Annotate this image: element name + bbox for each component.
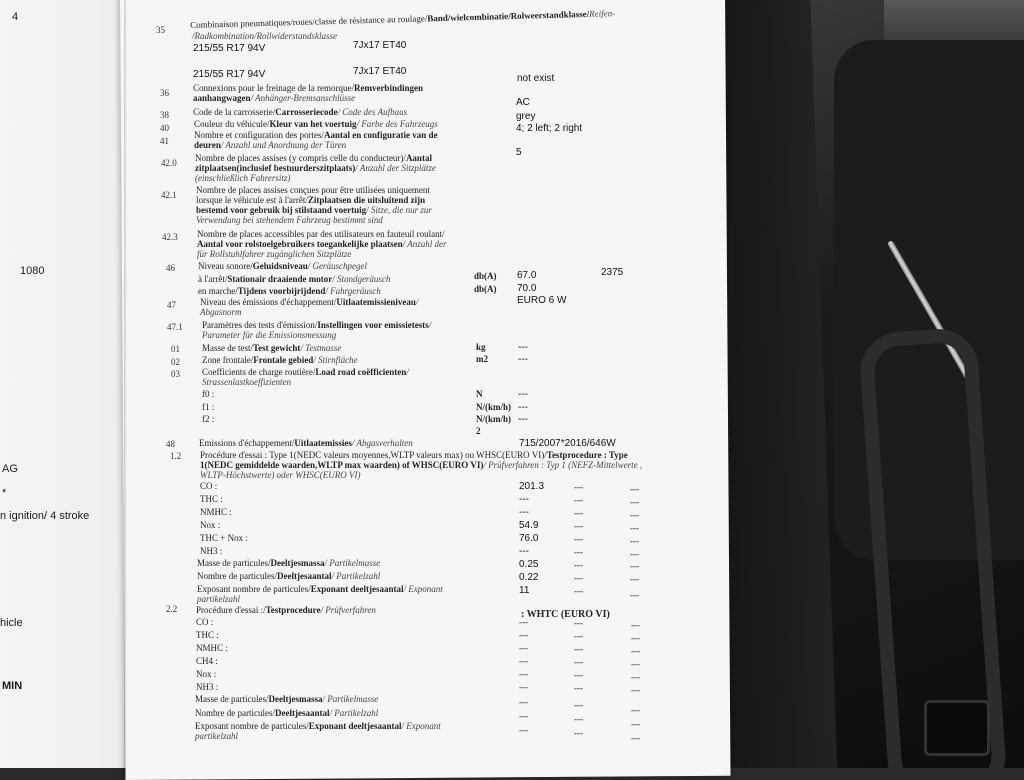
t1-num-col2: ---: [574, 573, 583, 583]
row-42-1-label-3: bestemd voor gebruik bij stilstaand voertuig/ Sitze, die nur zur: [196, 205, 432, 215]
row-46-unit-2: db(A): [474, 284, 497, 294]
t2-num-col2: ---: [574, 714, 583, 724]
row-02-label: Zone frontale/Frontale gebied/ Stirnfläche: [202, 355, 358, 365]
f1-unit: N/(km/h): [476, 402, 512, 412]
t1-row-value: ---: [519, 494, 529, 505]
row-40-num: 40: [160, 123, 169, 133]
row-1-2-label: Procédure d'essai : Type 1(NEDC valeurs moyennes,WLTP valeurs max) ou WHSC(EURO VI)/Testprocedure : Type: [200, 450, 628, 460]
row-2-2-value: : WHTC (EURO VI): [521, 609, 610, 620]
row-47-num: 47: [167, 300, 176, 310]
t1-row-col2: ---: [574, 521, 583, 531]
rim-size-1: 7Jx17 ET40: [353, 40, 407, 51]
rim-size-2: 7Jx17 ET40: [353, 66, 407, 77]
row-42-3-label-2: Aantal voor rolstoelgebruikers toegankelijke plaatsen/ Anzahl der: [197, 239, 447, 249]
t2-exp-label-2: partikelzahl: [195, 731, 238, 741]
t2-exp-value: ---: [519, 725, 528, 735]
t1-row-col3: ---: [630, 523, 639, 533]
row-42-1-label: Nombre de places assises conçues pour être utilisées uniquement: [196, 185, 430, 195]
f0-unit: N: [476, 389, 483, 399]
row-46-value-2: 70.0: [517, 283, 537, 294]
f0-value: ---: [518, 389, 528, 400]
row-1-2-num: 1.2: [170, 451, 182, 461]
row-46-num: 46: [166, 263, 175, 273]
t2-mass-value: ---: [519, 697, 528, 707]
t2-row-col3: ---: [631, 672, 640, 682]
t2-num-col3: ---: [631, 719, 640, 729]
row-46-stationary: à l'arrêt/Stationair draaiende motor/ Standgeräusch: [198, 274, 391, 284]
row-03-label: Coefficients de charge routière/Load road coëfficienten/: [202, 367, 409, 377]
t2-row-col2: ---: [574, 670, 583, 680]
t2-mass-col2: ---: [574, 700, 583, 710]
t2-row-col3: ---: [631, 633, 640, 643]
t1-row-col2: ---: [574, 482, 583, 492]
row-47-1-num: 47.1: [167, 322, 183, 332]
row-42-3-label: Nombre de places accessibles par des utilisateurs en fauteuil roulant/: [197, 229, 445, 239]
t1-exp-col2: ---: [574, 586, 583, 596]
row-01-num: 01: [171, 344, 180, 354]
t2-mass-label: Masse de particules/Deeltjesmassa/ Partikelmasse: [195, 694, 379, 704]
row-47-1-label-2: Parameter für die Emissionsmessung: [202, 330, 337, 340]
row-41-num: 41: [160, 136, 169, 146]
row-36-label-2: aanhangwagen/ Anhänger-Bremsanschlüsse: [193, 93, 356, 103]
row-41-label-2: deuren/ Anzahl und Anordnung der Türen: [194, 140, 347, 150]
row-03-num: 03: [171, 369, 180, 379]
t2-row-label: Nox :: [196, 669, 217, 679]
t1-exp-col3: ---: [630, 590, 639, 600]
t1-num-value: 0.22: [519, 572, 539, 583]
tyre-size-1: 215/55 R17 94V: [193, 43, 266, 54]
f2-unit-exponent: 2: [476, 426, 481, 436]
row-46-driveby: en marche/Tijdens voorbijrijdend/ Fahrgeräusch: [198, 286, 381, 296]
row-36-value: not exist: [517, 73, 555, 84]
row-46-rpm: 2375: [601, 267, 624, 278]
row-38-num: 38: [160, 110, 169, 120]
row-48-value: 715/2007*2016/646W: [519, 438, 616, 449]
row-35-label: Combinaison pneumatiques/roues/classe de résistance au roulage/Band/wielcombinatie/Rolweerstandklasse/Reifen-: [190, 8, 616, 30]
t1-exp-label-2: partikelzahl: [197, 594, 240, 604]
f2-label: f2 :: [202, 414, 215, 424]
row-42-1-label-2: lorsque le véhicule est à l'arrêt/Zitplaatsen die uitsluitend zijn: [196, 195, 426, 205]
f1-value: ---: [518, 402, 528, 413]
row-1-2-label-3: WLTP-Höchstwerte) oder WHSC(EURO VI): [200, 470, 361, 480]
t1-row-value: 76.0: [519, 533, 539, 544]
t2-row-col2: ---: [574, 644, 583, 654]
row-01-unit: kg: [476, 342, 486, 352]
row-35-label-de: /Radkombination/Rollwiderstandsklasse: [192, 31, 337, 41]
t2-row-label: THC :: [196, 630, 219, 640]
t1-exp-value: 11: [519, 585, 530, 596]
row-42-3-label-3: für Rollstuhlfahrer zugänglichen Sitzplätze: [197, 249, 352, 259]
t1-num-label: Nombre de particules/Deeltjesaantal/ Partikelzahl: [197, 571, 381, 581]
t2-row-value: ---: [519, 669, 528, 679]
left-min: MIN: [2, 680, 23, 692]
t2-row-col3: ---: [631, 620, 640, 630]
left-page-number: 4: [12, 11, 19, 23]
t2-row-col2: ---: [574, 618, 583, 628]
row-36-label: Connexions pour le freinage de la remorque/Remverbindingen: [193, 83, 423, 93]
row-03-label-2: Strassenlastkoeffizienten: [202, 377, 291, 387]
t1-mass-col3: ---: [630, 561, 639, 571]
row-02-num: 02: [171, 357, 180, 367]
row-2-2-label: Procédure d'essai :/Testprocedure/ Prüfverfahren: [196, 605, 376, 615]
t1-mass-value: 0.25: [519, 559, 539, 570]
left-vehicle: hicle: [0, 617, 23, 629]
row-47-label: Niveau des émissions d'échappement/Uitlaatemissieniveau/: [200, 297, 419, 307]
tyre-size-2: 215/55 R17 94V: [193, 69, 266, 80]
f2-value: ---: [518, 414, 528, 425]
row-47-value: EURO 6 W: [517, 295, 567, 306]
row-42-0-label-3: (einschließlich Fahrersitz): [195, 173, 291, 183]
row-46-label: Niveau sonore/Geluidsniveau/ Geräuschpegel: [198, 261, 367, 271]
t1-num-col3: ---: [630, 574, 639, 584]
row-42-0-label-2: zitplaatsen(inclusief bestuurderszitplaats)/ Anzahl der Sitzplätze: [195, 163, 436, 173]
row-38-value: AC: [516, 97, 530, 108]
f0-label: f0 :: [202, 389, 215, 399]
t1-mass-col2: ---: [574, 560, 583, 570]
left-ignition: n ignition/ 4 stroke: [0, 510, 90, 522]
t2-row-value: ---: [519, 643, 528, 653]
t1-row-label: CO :: [200, 481, 218, 491]
row-46-value-1: 67.0: [517, 270, 537, 281]
row-42-0-value: 5: [516, 147, 522, 158]
row-41-value: 4; 2 left; 2 right: [516, 123, 583, 134]
t1-row-col3: ---: [630, 549, 639, 559]
t2-row-label: NMHC :: [196, 643, 228, 653]
t2-row-label: NH3 :: [196, 682, 219, 692]
row-02-unit: m2: [476, 354, 488, 364]
t1-row-col2: ---: [574, 495, 583, 505]
row-1-2-label-2: 1(NEDC gemiddelde waarden,WLTP max waarden) of WHSC(EURO VI)/ Prüfverfahren : Typ 1 (NEFZ-Mittelwerte ,: [200, 460, 643, 470]
car-door-background: [724, 0, 1024, 768]
row-40-label: Couleur du véhicule/Kleur van het voertuig/ Farbe des Fahrzeugs: [194, 119, 438, 129]
t1-row-value: 54.9: [519, 520, 539, 531]
row-38-label: Code de la carrosserie/Carrosseriecode/ Code des Aufbaus: [193, 107, 408, 117]
row-42-0-num: 42.0: [161, 158, 177, 168]
t1-row-label: NH3 :: [200, 546, 223, 556]
left-value-1080: 1080: [20, 265, 45, 277]
left-ag: AG: [2, 463, 18, 475]
row-02-value: ---: [518, 354, 528, 365]
t1-row-value: ---: [519, 507, 529, 518]
t1-row-col2: ---: [574, 508, 583, 518]
row-01-value: ---: [518, 342, 528, 353]
t1-row-col3: ---: [630, 536, 639, 546]
row-47-1-label: Paramètres des tests d'émission/Instellingen voor emissietests/: [202, 320, 432, 330]
t1-row-label: THC :: [200, 494, 223, 504]
t2-num-label: Nombre de particules/Deeltjesaantal/ Partikelzahl: [195, 708, 379, 718]
t1-row-col2: ---: [574, 534, 583, 544]
t2-row-label: CH4 :: [196, 656, 218, 666]
t2-row-col2: ---: [574, 657, 583, 667]
t2-mass-col3: ---: [631, 705, 640, 715]
t2-row-col3: ---: [631, 685, 640, 695]
t2-row-value: ---: [519, 682, 528, 692]
f1-label: f1 :: [202, 402, 215, 412]
t2-row-col2: ---: [574, 683, 583, 693]
t2-num-value: ---: [519, 711, 528, 721]
row-42-3-num: 42.3: [162, 232, 178, 242]
t2-exp-col3: ---: [631, 733, 640, 743]
t1-mass-label: Masse de particules/Deeltjesmassa/ Partikelmasse: [197, 558, 381, 568]
row-01-label: Masse de test/Test gewicht/ Testmasse: [202, 343, 342, 353]
t1-row-label: THC + Nox :: [200, 533, 248, 543]
t2-row-value: ---: [519, 617, 528, 627]
t2-row-col3: ---: [631, 659, 640, 669]
row-40-value: grey: [516, 111, 536, 122]
t2-exp-label: Exposant nombre de particules/Exponant deeltjesaantal/ Exponant: [195, 721, 441, 731]
row-46-unit-1: db(A): [474, 271, 497, 281]
left-mark: *: [2, 487, 7, 499]
t2-row-label: CO :: [196, 617, 214, 627]
t1-row-label: Nox :: [200, 520, 221, 530]
t2-row-value: ---: [519, 656, 528, 666]
window-switch-icon: [924, 700, 990, 756]
row-42-1-num: 42.1: [161, 190, 177, 200]
t2-exp-col2: ---: [574, 728, 583, 738]
t1-row-value: ---: [519, 546, 529, 557]
row-41-label: Nombre et configuration des portes/Aantal en configuratie van de: [194, 130, 438, 140]
row-42-0-label: Nombre de places assises (y compris celle du conducteur)/Aantal: [195, 153, 432, 163]
t1-row-value: 201.3: [519, 481, 545, 492]
t1-row-col2: ---: [574, 547, 583, 557]
t1-row-col3: ---: [630, 497, 639, 507]
t2-row-col2: ---: [574, 631, 583, 641]
t1-row-label: NMHC :: [200, 507, 232, 517]
row-48-label: Emissions d'échappement/Uitlaatemissies/ Abgasverhalten: [199, 438, 413, 448]
row-2-2-num: 2.2: [166, 604, 178, 614]
row-47-label-2: Abgasnorm: [200, 307, 242, 317]
f2-unit: N/(km/h): [476, 414, 512, 424]
row-48-num: 48: [166, 439, 175, 449]
t1-row-col3: ---: [630, 510, 639, 520]
row-36-num: 36: [160, 88, 169, 98]
t2-row-value: ---: [519, 630, 528, 640]
row-35-num: 35: [156, 25, 165, 35]
t2-row-col3: ---: [631, 646, 640, 656]
t1-exp-label: Exposant nombre de particules/Exponant deeltjesaantal/ Exponant: [197, 584, 443, 594]
row-42-1-label-4: Verwendung bei stehendem Fahrzeug bestimmt sind: [196, 215, 383, 225]
t1-row-col3: ---: [630, 484, 639, 494]
